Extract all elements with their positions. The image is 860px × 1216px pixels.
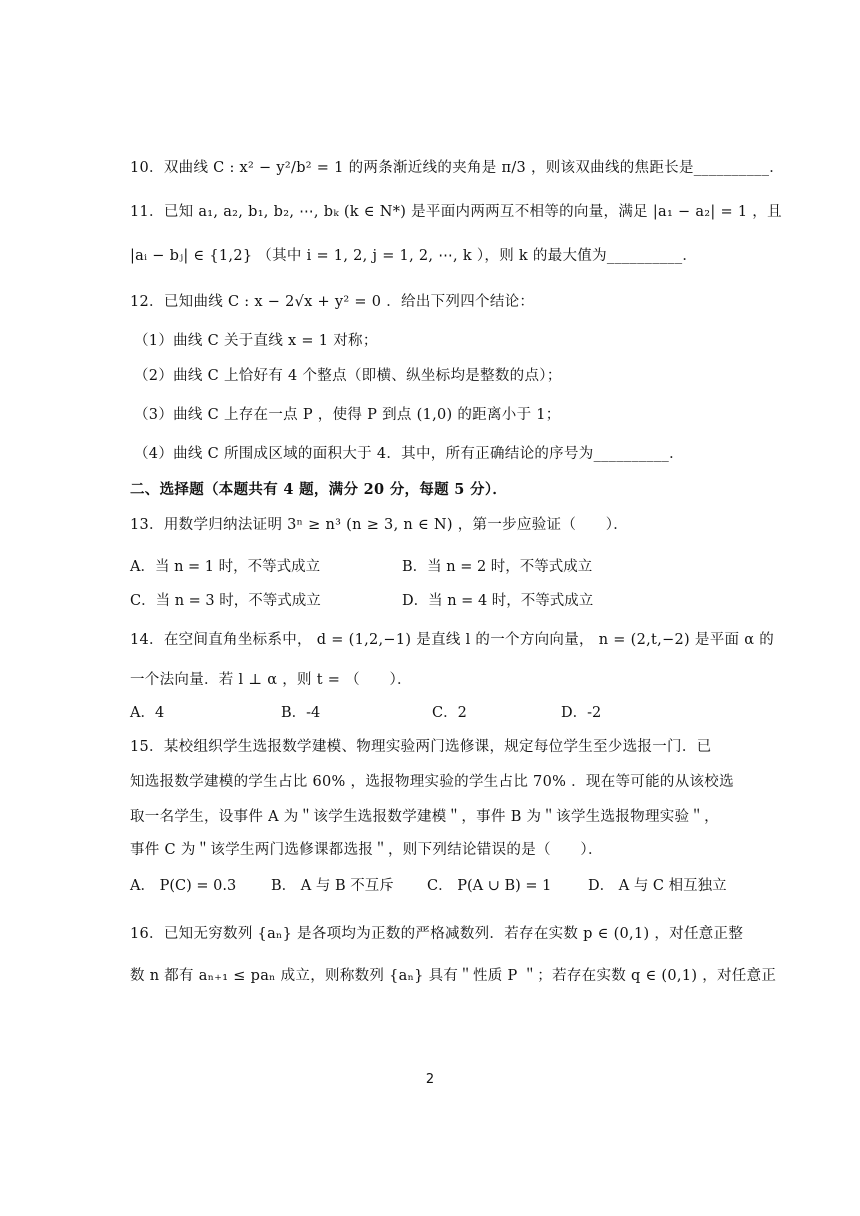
q13-option-b: B．当 n = 2 时，不等式成立	[402, 559, 593, 575]
question-15-line-3: 取一名学生，设事件 A 为＂该学生选报数学建模＂，事件 B 为＂该学生选报物理实验＂，	[130, 809, 719, 825]
question-16-line-1: 16．已知无穷数列 {aₙ} 是各项均为正数的严格减数列．若存在实数 p ∈ (0,1) ，对任意正整	[130, 926, 744, 942]
q14-option-b: B．-4	[281, 705, 321, 721]
page-number: 2	[425, 1072, 435, 1087]
q15-option-b: B． A 与 B 不互斥	[271, 878, 394, 894]
q15-option-c: C． P(A ∪ B) = 1	[427, 878, 552, 894]
question-11-line-2: |aᵢ − bⱼ| ∈ {1,2} （其中 i = 1, 2, j = 1, 2, ⋯, k ），则 k 的最大值为__________．	[130, 248, 698, 264]
question-15-line-2: 知选报数学建模的学生占比 60% ，选报物理实验的学生占比 70% ．现在等可能的从该校选	[130, 774, 734, 790]
question-13: 13．用数学归纳法证明 3ⁿ ≥ n³ (n ≥ 3, n ∈ N) ，第一步应验证（ ）．	[130, 517, 629, 533]
q14-option-c: C．2	[432, 705, 467, 721]
question-12: 12．已知曲线 C : x − 2√x + y² = 0 ．给出下列四个结论：	[130, 294, 535, 310]
question-12-item-1: （1）曲线 C 关于直线 x = 1 对称；	[134, 333, 378, 349]
question-14-line-1: 14．在空间直角坐标系中， d = (1,2,−1) 是直线 l 的一个方向向量， n = (2,t,−2) 是平面 α 的	[130, 632, 775, 648]
q13-option-c: C．当 n = 3 时，不等式成立	[130, 593, 321, 609]
q15-option-a: A． P(C) = 0.3	[130, 878, 237, 894]
q15-option-d: D． A 与 C 相互独立	[588, 878, 727, 894]
q13-option-a: A．当 n = 1 时，不等式成立	[130, 559, 321, 575]
question-12-item-4: （4）曲线 C 所围成区域的面积大于 4．其中，所有正确结论的序号为__________．	[134, 446, 684, 462]
question-15-line-1: 15．某校组织学生选报数学建模、物理实验两门选修课，规定每位学生至少选报一门．已	[130, 739, 712, 755]
section-2-heading: 二、选择题（本题共有 4 题，满分 20 分，每题 5 分）．	[130, 481, 508, 498]
q14-option-d: D．-2	[561, 705, 602, 721]
question-14-line-2: 一个法向量．若 l ⊥ α ，则 t = （ ）．	[130, 672, 412, 688]
q13-option-d: D．当 n = 4 时，不等式成立	[402, 593, 594, 609]
question-12-item-2: （2）曲线 C 上恰好有 4 个整点（即横、纵坐标均是整数的点）；	[134, 368, 562, 384]
q14-option-a: A．4	[130, 705, 165, 721]
question-15-line-4: 事件 C 为＂该学生两门选修课都选报＂，则下列结论错误的是（ ）．	[130, 842, 603, 858]
question-10: 10．双曲线 C : x² − y²/b² = 1 的两条渐近线的夹角是 π/3 ，则该双曲线的焦距长是__________．	[130, 160, 785, 176]
question-11-line-1: 11．已知 a₁, a₂, b₁, b₂, ⋯, bₖ (k ∈ N*) 是平面内两两互不相等的向量，满足 |a₁ − a₂| = 1 ，且	[130, 204, 782, 220]
question-12-item-3: （3）曲线 C 上存在一点 P ，使得 P 到点 (1,0) 的距离小于 1；	[134, 407, 561, 423]
question-16-line-2: 数 n 都有 aₙ₊₁ ≤ paₙ 成立，则称数列 {aₙ} 具有＂性质 P ＂；若存在实数 q ∈ (0,1) ，对任意正	[130, 968, 777, 984]
